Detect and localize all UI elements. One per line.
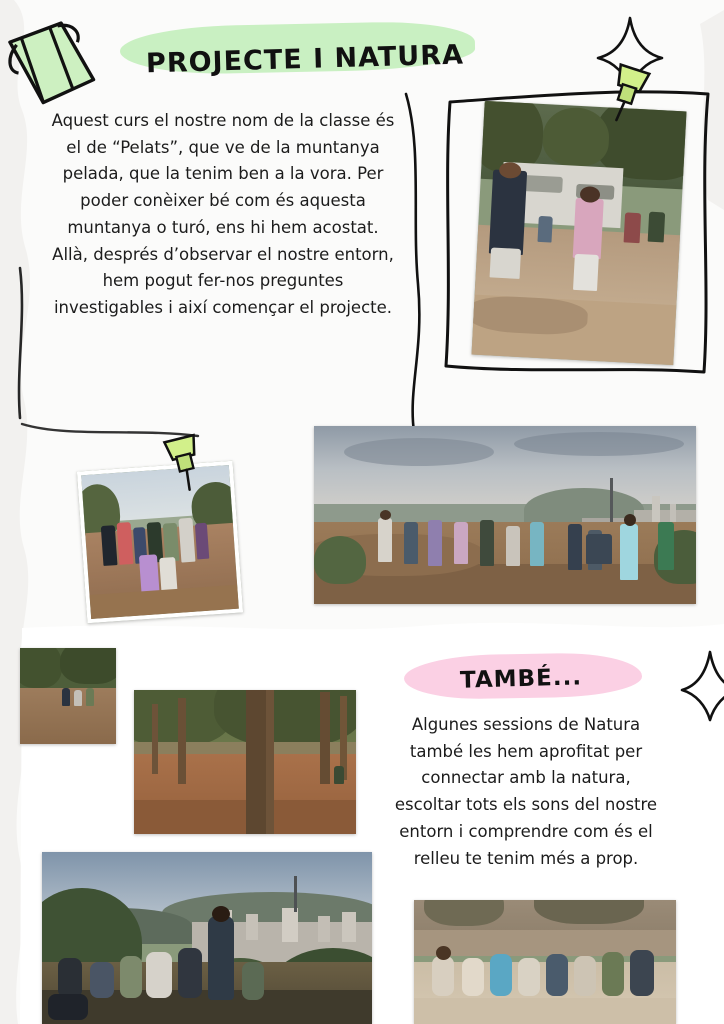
page-title-tambe: TAMBÉ... [459, 664, 583, 694]
photo-path-small [20, 648, 116, 744]
pushpin-icon [156, 432, 214, 494]
photo-seated-rocks [414, 900, 676, 1024]
body-text-tambe: Algunes sessions de Natura també les hem aprofitat per connectar amb la natura, escoltar tots els sons del nostre entorn i comprendre com és el relleu te tenim més a prop. [394, 715, 658, 868]
sparkle-icon [682, 648, 724, 722]
photo-pine-forest [134, 690, 356, 834]
pushpin-icon [596, 62, 658, 126]
photo-panorama-city [314, 426, 696, 604]
body-text-projecte: Aquest curs el nostre nom de la classe és el de “Pelats”, que ve de la muntanya pelada, que la tenim ben a la vora. Per poder conèixer bé com és aquesta muntanya o turó, ens hi hem acostat. Allà, després d’observar el nostre entorn, hem pogut fer-nos preguntes investigables i així començar el projecte. [51, 111, 395, 318]
photo-hillside-walk [471, 101, 686, 365]
page-title-projecte: PROJECTE I NATURA [145, 39, 465, 80]
photo-viewpoint-city [42, 852, 372, 1024]
